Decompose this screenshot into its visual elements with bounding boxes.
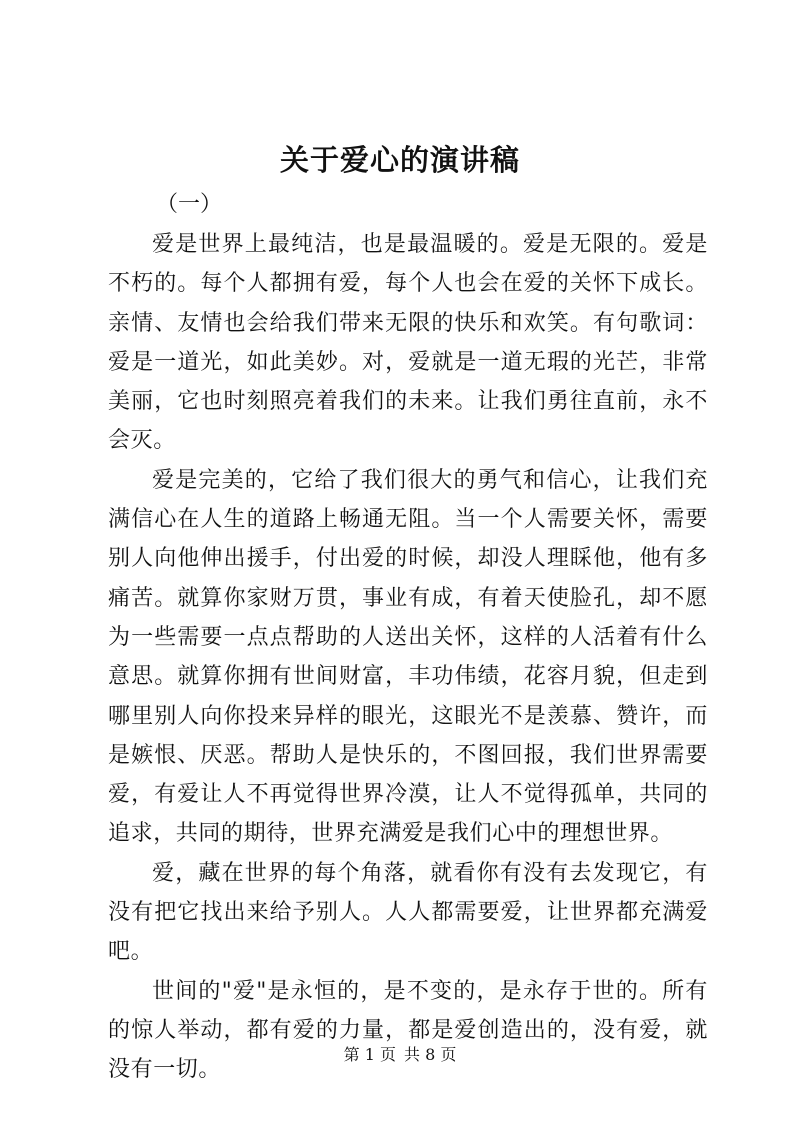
page-footer	[0, 1042, 800, 1065]
document-title: 关于爱心的演讲稿	[279, 143, 520, 177]
paragraph: 爱，藏在世界的每个角落，就看你有没有去发现它，有没有把它找出来给予别人。人人都需要爱，让世界都充满爱吧。	[108, 860, 708, 965]
paragraph: 世间的"爱"是永恒的，是不变的，是永存于世的。所有的惊人举动，都有爱的力量，都是爱创造出的，没有爱，就没有一切。	[108, 978, 708, 1083]
paragraph: 爱是世界上最纯洁，也是最温暖的。爱是无限的。爱是不朽的。每个人都拥有爱，每个人也会在爱的关怀下成长。亲情、友情也会给我们带来无限的快乐和欢笑。有句歌词：爱是一道光，如此美妙。对，爱就是一道无瑕的光芒，非常美丽，它也时刻照亮着我们的未来。让我们勇往直前，永不会灭。	[108, 232, 708, 454]
total-pages: 共 8 页	[404, 1045, 457, 1064]
paragraph: 爱是完美的，它给了我们很大的勇气和信心，让我们充满信心在人生的道路上畅通无阻。当一个人需要关怀，需要别人向他伸出援手，付出爱的时候，却没人理睬他，他有多痛苦。就算你家财万贯，事业有成，有着天使脸孔，却不愿为一些需要一点点帮助的人送出关怀，这样的人活着有什么意思。就算你拥有世间财富，丰功伟绩，花容月貌，但走到哪里别人向你投来异样的眼光，这眼光不是羡慕、赞许，而是嫉恨、厌恶。帮助人是快乐的，不图回报，我们世界需要爱，有爱让人不再觉得世界冷漠，让人不觉得孤单，共同的追求，共同的期待，世界充满爱是我们心中的理想世界。	[108, 467, 708, 847]
section-label: （一）	[156, 192, 223, 217]
page-number: 第 1 页	[343, 1045, 396, 1064]
document-body	[108, 225, 708, 1090]
